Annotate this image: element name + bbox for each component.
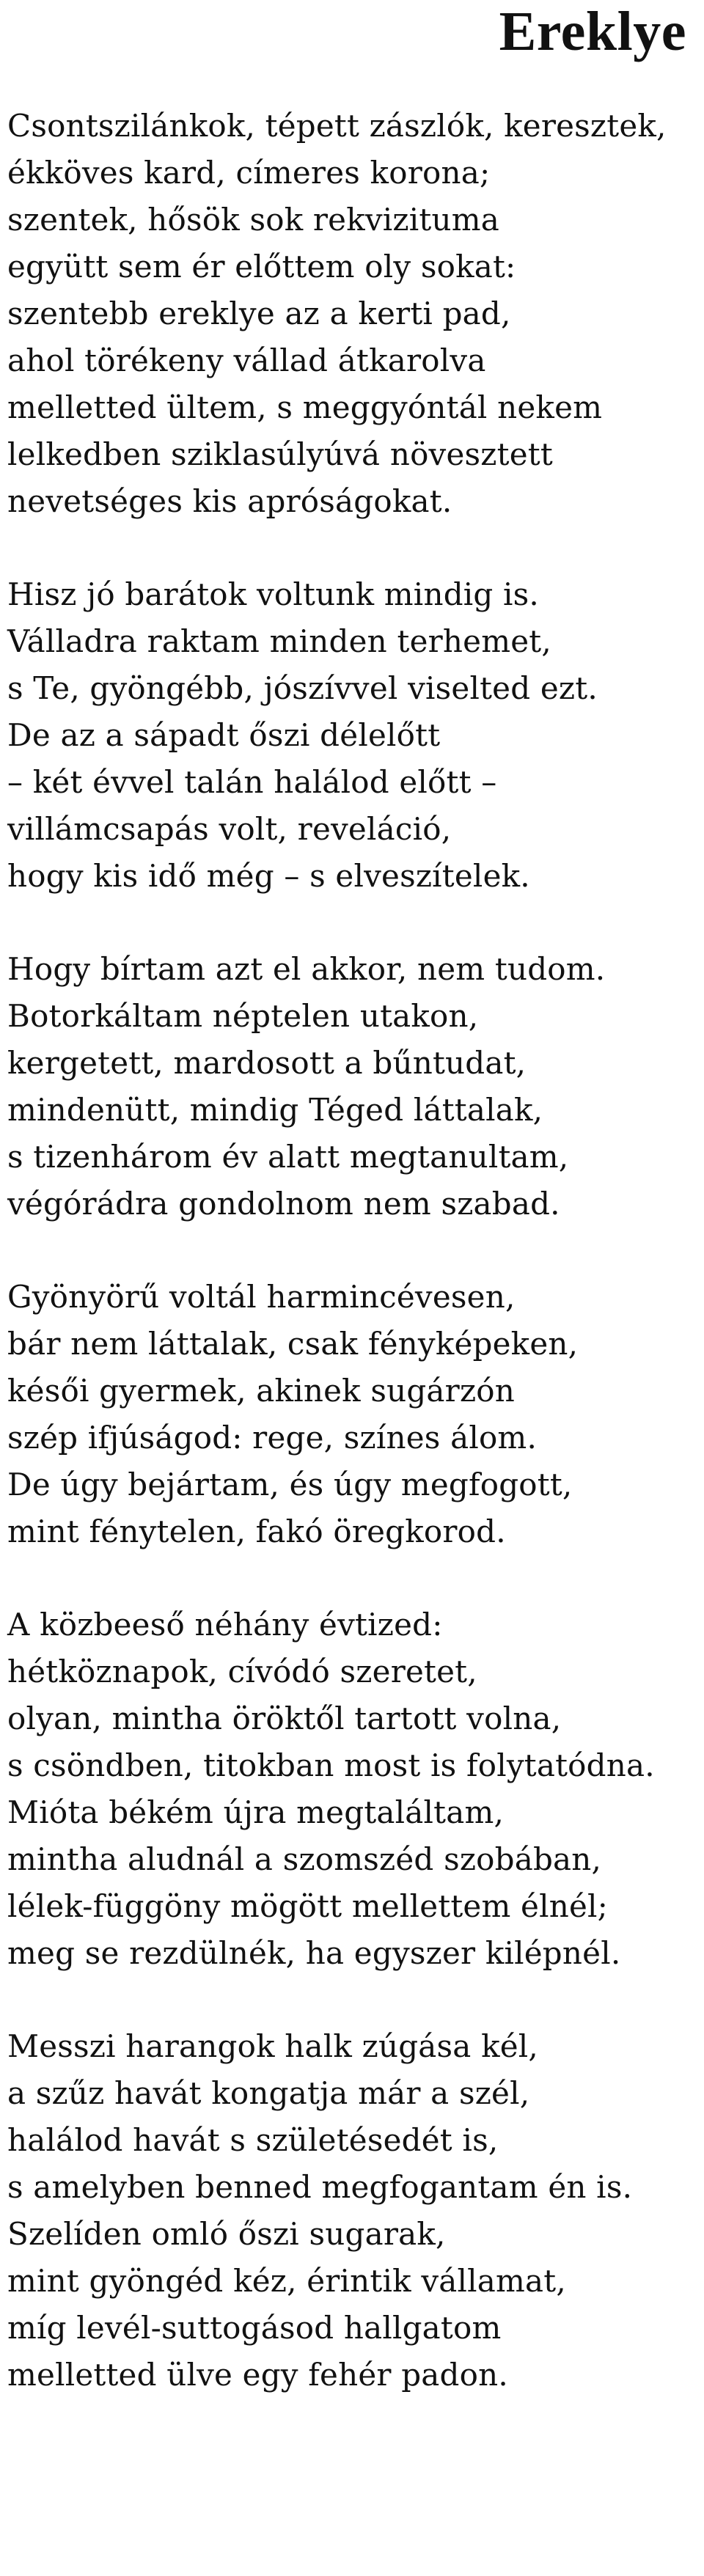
poem-line: Hogy bírtam azt el akkor, nem tudom. — [7, 951, 606, 987]
stanza-1 — [7, 103, 697, 525]
poem-line: halálod havát s születésedét is, — [7, 2122, 499, 2158]
poem-line: s amelyben benned megfogantam én is. — [7, 2169, 633, 2205]
stanza-6 — [7, 2023, 697, 2399]
poem-line: Gyönyörű voltál harmincévesen, — [7, 1279, 516, 1315]
poem-line: olyan, mintha öröktől tartott volna, — [7, 1700, 562, 1736]
poem-line: Szelíden omló őszi sugarak, — [7, 2216, 446, 2252]
poem-line: De az a sápadt őszi délelőtt — [7, 717, 441, 753]
poem-line: meg se rezdülnék, ha egyszer kilépnél. — [7, 1935, 621, 1971]
poem-line: melletted ültem, s meggyóntál nekem — [7, 389, 603, 425]
poem-line: Válladra raktam minden terhemet, — [7, 623, 551, 659]
poem-title: Ereklye — [499, 1, 686, 62]
poem-line: a szűz havát kongatja már a szél, — [7, 2075, 530, 2111]
poem-body — [7, 103, 697, 2445]
poem-line: hogy kis idő még – s elveszítelek. — [7, 858, 530, 894]
poem-line: mindenütt, mindig Téged láttalak, — [7, 1092, 543, 1128]
poem-line: s csöndben, titokban most is folytatódna. — [7, 1747, 655, 1783]
poem-line: Mióta békém újra megtaláltam, — [7, 1794, 505, 1830]
poem-line: míg levél-suttogásod hallgatom — [7, 2310, 502, 2346]
poem-line: bár nem láttalak, csak fényképeken, — [7, 1326, 579, 1362]
poem-line: villámcsapás volt, reveláció, — [7, 811, 452, 847]
poem-line: hétköznapok, cívódó szeretet, — [7, 1654, 477, 1689]
stanza-2 — [7, 571, 697, 900]
stanza-4 — [7, 1274, 697, 1555]
poem-line: A közbeeső néhány évtized: — [7, 1607, 443, 1643]
poem-line: lélek-függöny mögött mellettem élnél; — [7, 1888, 609, 1924]
poem-line: nevetséges kis apróságokat. — [7, 483, 452, 519]
poem-line: Messzi harangok halk zúgása kél, — [7, 2028, 538, 2064]
poem-line: késői gyermek, akinek sugárzón — [7, 1373, 516, 1409]
poem-line: Hisz jó barátok voltunk mindig is. — [7, 576, 539, 612]
poem-line: melletted ülve egy fehér padon. — [7, 2357, 508, 2393]
poem-line: Csontszilánkok, tépett zászlók, keresztek, — [7, 108, 667, 144]
poem-line: együtt sem ér előttem oly sokat: — [7, 249, 516, 285]
poem-line: – két évvel talán halálod előtt – — [7, 764, 497, 800]
poem-line: ahol törékeny vállad átkarolva — [7, 342, 486, 378]
poem-line: szentek, hősök sok rekvizituma — [7, 202, 499, 238]
poem-line: s tizenhárom év alatt megtanultam, — [7, 1139, 569, 1175]
poem-line: végórádra gondolnom nem szabad. — [7, 1186, 560, 1222]
poem-line: s Te, gyöngébb, jószívvel viselted ezt. — [7, 670, 598, 706]
poem-line: Botorkáltam néptelen utakon, — [7, 998, 479, 1034]
poem-line: szentebb ereklye az a kerti pad, — [7, 296, 511, 331]
stanza-3 — [7, 946, 697, 1228]
poem-line: De úgy bejártam, és úgy megfogott, — [7, 1467, 573, 1502]
poem-line: mint fénytelen, fakó öregkorod. — [7, 1513, 506, 1549]
poem-line: szép ifjúságod: rege, színes álom. — [7, 1420, 538, 1456]
poem-line: kergetett, mardosott a bűntudat, — [7, 1045, 527, 1081]
poem-line: ékköves kard, címeres korona; — [7, 155, 491, 191]
poem-line: mint gyöngéd kéz, érintik vállamat, — [7, 2263, 566, 2299]
poem-line: mintha aludnál a szomszéd szobában, — [7, 1841, 602, 1877]
poem-line: lelkedben sziklasúlyúvá növesztett — [7, 436, 553, 472]
stanza-5 — [7, 1601, 697, 1977]
